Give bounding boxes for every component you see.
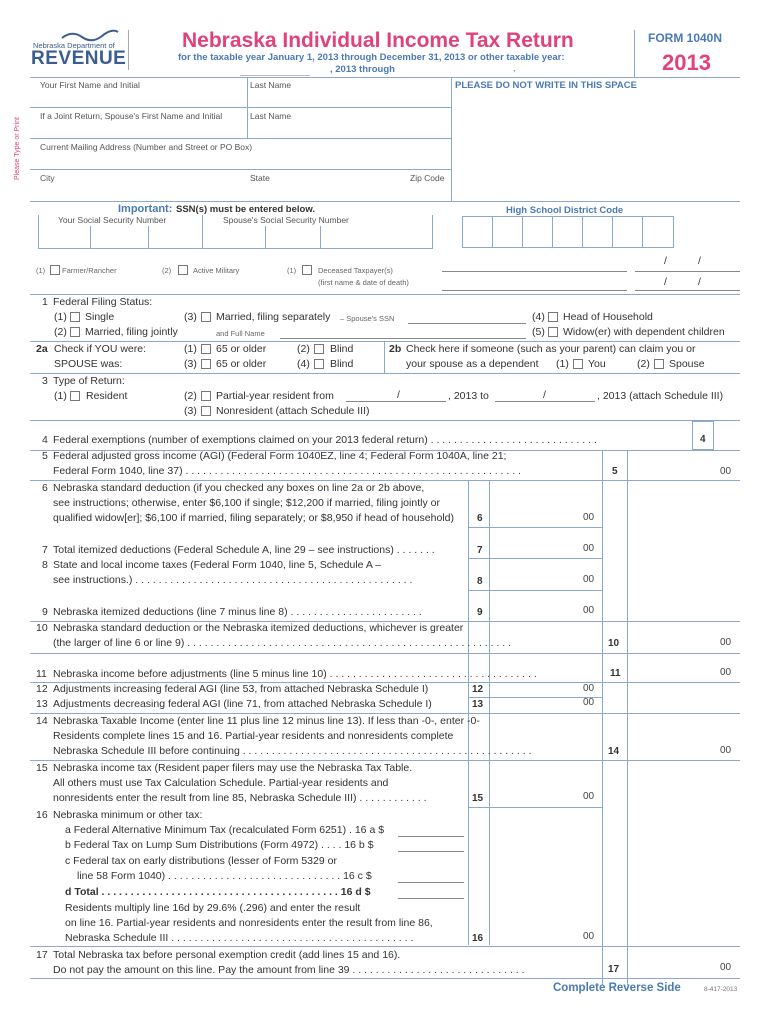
line6-text-b: see instructions; otherwise, enter $6,100 if single; $12,200 if married, filing jointly or <box>53 497 440 509</box>
status-separate-sub2: and Full Name <box>216 329 265 338</box>
line15-text-b: All others must use Tax Calculation Schedule. Partial-year residents and <box>53 777 389 789</box>
deceased-sub: (first name & date of death) <box>318 278 409 287</box>
city-input[interactable] <box>38 183 243 199</box>
form-subtitle-comma: , <box>513 63 516 74</box>
status-separate-checkbox[interactable] <box>201 312 211 322</box>
form-title: Nebraska Individual Income Tax Return <box>182 29 574 52</box>
deceased-name-2[interactable] <box>442 290 627 291</box>
you-65-label: 65 or older <box>216 343 267 355</box>
deceased-label: Deceased Taxpayer(s) <box>318 266 393 275</box>
line16-text: Nebraska minimum or other tax: <box>53 809 203 821</box>
you-blind-checkbox[interactable] <box>314 344 324 354</box>
line16d-text: d Total . . . . . . . . . . . . . . . . . . . . . . . . . . . . . . . . . . . . . . . . . 16 d $ <box>65 886 371 898</box>
line16b-input[interactable] <box>398 851 464 852</box>
partial-to-field[interactable] <box>495 401 595 402</box>
status-joint-label: Married, filing jointly <box>85 326 178 338</box>
agency-logo-small: Nebraska Department of <box>33 41 115 50</box>
status-separate-num: (3) <box>184 311 197 323</box>
deceased-num: (1) <box>287 266 297 275</box>
hs-code-label: High School District Code <box>506 205 624 216</box>
your-ssn-input[interactable] <box>38 215 203 249</box>
partial-label: Partial-year resident from <box>216 390 334 402</box>
military-label: Active Military <box>193 266 240 275</box>
your-ssn-label: Your Social Security Number <box>58 215 167 225</box>
farmer-checkbox[interactable] <box>50 265 60 275</box>
status-hoh-num: (4) <box>532 311 545 323</box>
line1-num: 1 <box>42 296 48 308</box>
partial-to-label: , 2013 to <box>448 390 489 402</box>
nonresident-num: (3) <box>184 405 197 417</box>
partial-end-label: , 2013 (attach Schedule III) <box>597 390 724 402</box>
spouse-ssn-input[interactable] <box>203 215 433 249</box>
status-separate-label: Married, filing separately <box>216 311 331 323</box>
you-65-num: (1) <box>184 343 197 355</box>
deceased-date-1[interactable] <box>635 271 740 272</box>
status-joint-checkbox[interactable] <box>70 327 80 337</box>
dep-spouse-num: (2) <box>637 358 650 370</box>
line3-num: 3 <box>42 375 48 387</box>
line16c-input[interactable] <box>398 882 464 883</box>
line8-text-a: State and local income taxes (Federal Form 1040, line 5, Schedule A – <box>53 559 382 571</box>
line13-text: Adjustments decreasing federal AGI (line 71, from attached Nebraska Schedule I) <box>53 698 432 710</box>
spouse-first-label: If a Joint Return, Spouse's First Name and Initial <box>40 111 223 121</box>
farmer-num: (1) <box>36 266 46 275</box>
zip-label: Zip Code <box>410 173 445 183</box>
line10-text-b: (the larger of line 6 or line 9) . . . . . . . . . . . . . . . . . . . . . . . . . . . . . . . . . . . . . . . . . . . . . . . . . . . . . . . . <box>53 637 512 649</box>
line2a-label2: SPOUSE was: <box>54 358 123 370</box>
line11-text: Nebraska income before adjustments (line 5 minus line 10) . . . . . . . . . . . . . . . . . . . . . . . . . . . . . . . . . . . . <box>53 668 537 680</box>
status-widow-checkbox[interactable] <box>548 327 558 337</box>
status-hoh-checkbox[interactable] <box>548 312 558 322</box>
complete-reverse-side: Complete Reverse Side <box>553 982 681 994</box>
line16e-text1: Residents multiply line 16d by 29.6% (.296) and enter the result <box>65 902 361 914</box>
partial-num: (2) <box>184 390 197 402</box>
agency-logo-revenue: REVENUE <box>31 48 127 69</box>
form-label: FORM 1040N <box>648 31 723 45</box>
deceased-date-2[interactable] <box>635 290 740 291</box>
line6-text-a: Nebraska standard deduction (if you checked any boxes on line 2a or 2b above, <box>53 482 425 494</box>
line2a-label1: Check if YOU were: <box>54 343 147 355</box>
status-widow-label: Widow(er) with dependent children <box>563 326 725 338</box>
line14-text-c: Nebraska Schedule III before continuing . . . . . . . . . . . . . . . . . . . . . . . . . . . . . . . . . . . . . . . . . . . . . . . . . . <box>53 745 532 757</box>
line15-text-a: Nebraska income tax (Resident paper filers may use the Nebraska Tax Table. <box>53 762 413 774</box>
line16c-text1: c Federal tax on early distributions (lesser of Form 5329 or <box>65 855 337 867</box>
partial-checkbox[interactable] <box>201 391 211 401</box>
partial-from-field[interactable] <box>346 401 446 402</box>
spouse-65-num: (3) <box>184 358 197 370</box>
dep-you-label: You <box>588 358 606 370</box>
line14-text-b: Residents complete lines 15 and 16. Partial-year residents and nonresidents complete <box>53 730 454 742</box>
state-label: State <box>250 173 270 183</box>
zip-input[interactable] <box>402 183 448 199</box>
line12-text: Adjustments increasing federal AGI (line 53, from attached Nebraska Schedule I) <box>53 683 429 695</box>
spouse-ssn-field[interactable] <box>408 323 526 324</box>
line9-text: Nebraska itemized deductions (line 7 minus line 8) . . . . . . . . . . . . . . . . . . . . . . . <box>53 606 422 618</box>
line17-text-b: Do not pay the amount on this line. Pay the amount from line 39 . . . . . . . . . . . . . . . . . . . . . . . . . . . . . . <box>53 964 525 976</box>
line10-text-a: Nebraska standard deduction or the Nebraska itemized deductions, whichever is greater <box>53 622 464 634</box>
line2a-num: 2a <box>36 343 48 355</box>
form-code: 8-417-2013 <box>704 986 738 993</box>
ssn-important: Important: <box>118 203 173 215</box>
wave-icon <box>60 28 120 42</box>
line2b-label2: your spouse as a dependent <box>406 358 539 370</box>
line7-text: Total itemized deductions (Federal Schedule A, line 29 – see instructions) . . . . . . . <box>53 544 435 556</box>
last-name-label: Last Name <box>250 80 292 90</box>
line14-text-a: Nebraska Taxable Income (enter line 11 plus line 12 minus line 13). If less than -0-, enter -0- <box>53 715 480 727</box>
nonresident-label: Nonresident (attach Schedule III) <box>216 405 370 417</box>
deceased-name-1[interactable] <box>442 271 627 272</box>
dep-spouse-checkbox[interactable] <box>654 359 664 369</box>
status-widow-num: (5) <box>532 326 545 338</box>
status-single-label: Single <box>85 311 115 323</box>
form-subtitle: for the taxable year January 1, 2013 through December 31, 2013 or other taxable year: <box>178 52 565 63</box>
no-write-label: PLEASE DO NOT WRITE IN THIS SPACE <box>455 80 637 91</box>
resident-label: Resident <box>86 390 128 402</box>
status-single-checkbox[interactable] <box>70 312 80 322</box>
line16e-text2: on line 16. Partial-year residents and nonresidents enter the result from line 86, <box>65 917 433 929</box>
spouse-blind-num: (4) <box>297 358 310 370</box>
military-checkbox[interactable] <box>178 265 188 275</box>
line5-text-a: Federal adjusted gross income (AGI) (Federal Form 1040EZ, line 4; Federal Form 1040A, line 21; <box>53 450 507 462</box>
line16c-text2: line 58 Form 1040) . . . . . . . . . . . . . . . . . . . . . . . . . . . . . . 16 c $ <box>77 870 372 882</box>
resident-checkbox[interactable] <box>70 391 80 401</box>
status-joint-num: (2) <box>54 326 67 338</box>
dep-you-checkbox[interactable] <box>573 359 583 369</box>
last-name-input[interactable] <box>249 90 447 106</box>
nonresident-checkbox[interactable] <box>201 406 211 416</box>
spouse-65-label: 65 or older <box>216 358 267 370</box>
first-name-label: Your First Name and Initial <box>40 80 140 90</box>
line16e-text3: Nebraska Schedule III . . . . . . . . . . . . . . . . . . . . . . . . . . . . . . . . . . . . . . . . . . <box>65 932 414 944</box>
spouse-ssn-label: Spouse's Social Security Number <box>223 215 349 225</box>
form-subtitle-2: , 2013 through <box>330 64 395 75</box>
ssn-important-rest: SSN(s) must be entered below. <box>176 204 316 215</box>
line2b-num: 2b <box>389 343 402 355</box>
you-65-checkbox[interactable] <box>201 344 211 354</box>
form-year: 2013 <box>662 50 711 75</box>
spouse-first-input[interactable] <box>38 121 243 137</box>
military-num: (2) <box>162 266 172 275</box>
state-input[interactable] <box>249 183 399 199</box>
line2b-label1: Check here if someone (such as your parent) can claim you or <box>406 343 696 355</box>
side-label: Please Type or Print <box>14 117 21 180</box>
spouse-blind-checkbox[interactable] <box>314 359 324 369</box>
status-separate-sub: – Spouse's SSN <box>340 314 395 323</box>
line6-text-c: qualified widow[er]; $6,100 if married, filing separately; or $8,950 if head of household) <box>53 512 454 524</box>
line16a-text: a Federal Alternative Minimum Tax (recalculated Form 6251) . 16 a $ <box>65 824 385 836</box>
address-label: Current Mailing Address (Number and Street or PO Box) <box>40 142 253 152</box>
line16d-input[interactable] <box>398 898 464 899</box>
line17-text-a: Total Nebraska tax before personal exemption credit (add lines 15 and 16). <box>53 949 401 961</box>
you-blind-label: Blind <box>330 343 354 355</box>
line5-text-b: Federal Form 1040, line 37) . . . . . . . . . . . . . . . . . . . . . . . . . . . . . . . . . . . . . . . . . . . . . . . . . . . . . . . . . . <box>53 465 521 477</box>
city-label: City <box>40 173 55 183</box>
spouse-blind-label: Blind <box>330 358 354 370</box>
line1-label: Federal Filing Status: <box>53 296 153 308</box>
dep-you-num: (1) <box>556 358 569 370</box>
first-name-input[interactable] <box>38 90 243 106</box>
status-hoh-label: Head of Household <box>563 311 653 323</box>
spouse-fullname-field[interactable] <box>280 338 526 339</box>
spouse-65-checkbox[interactable] <box>201 359 211 369</box>
farmer-label: Farmer/Rancher <box>62 266 117 275</box>
you-blind-num: (2) <box>297 343 310 355</box>
line8-text-b: see instructions.) . . . . . . . . . . . . . . . . . . . . . . . . . . . . . . . . . . . . . . . . . . . . . . . . <box>53 574 413 586</box>
line3-label: Type of Return: <box>53 375 125 387</box>
deceased-checkbox[interactable] <box>302 265 312 275</box>
spouse-last-label: Last Name <box>250 111 292 121</box>
status-single-num: (1) <box>54 311 67 323</box>
resident-num: (1) <box>54 390 67 402</box>
line15-text-c: nonresidents enter the result from line 85, Nebraska Schedule III) . . . . . . . . . . . . <box>53 792 427 804</box>
line4-text: Federal exemptions (number of exemptions claimed on your 2013 federal return) . . . . . . . . . . . . . . . . . . . . . . . . . . . . . <box>53 434 597 446</box>
line16b-text: b Federal Tax on Lump Sum Distributions (Form 4972) . . . . 16 b $ <box>65 839 374 851</box>
spouse-last-input[interactable] <box>249 121 447 137</box>
dep-spouse-label: Spouse <box>669 358 705 370</box>
line16a-input[interactable] <box>398 836 464 837</box>
agency-logo-waves <box>60 28 120 47</box>
line16-input[interactable] <box>490 808 601 944</box>
address-input[interactable] <box>38 152 448 168</box>
